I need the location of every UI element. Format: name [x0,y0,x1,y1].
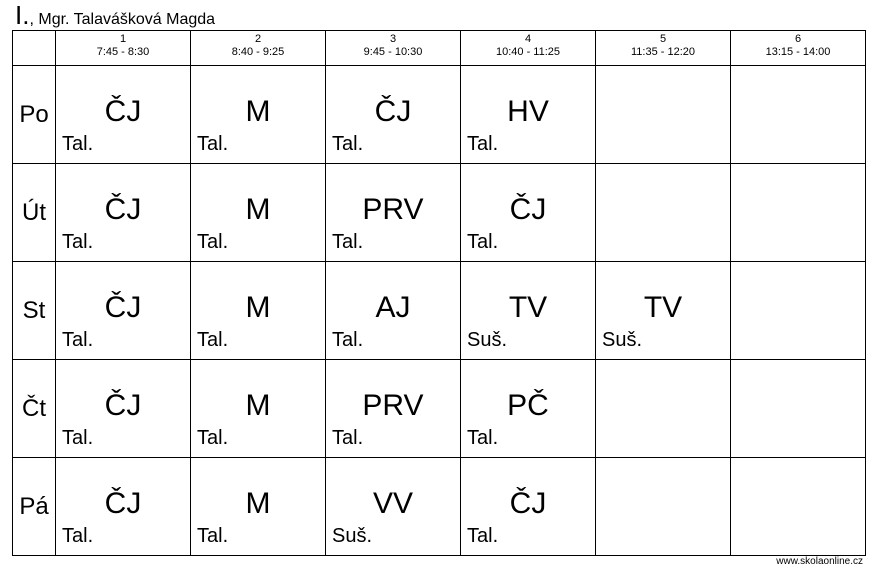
period-time: 10:40 - 11:25 [495,46,560,58]
period-number: 6 [794,33,802,45]
lesson-cell [596,458,731,556]
lesson-subject: ČJ [104,291,142,324]
lesson-cell [731,164,866,262]
day-label: Po [13,66,56,164]
corner-cell [13,31,56,66]
lesson-teacher: Tal. [332,231,364,253]
lesson-subject: PČ [507,389,549,422]
day-label: Čt [13,360,56,458]
lesson-cell [56,458,191,556]
lesson-teacher: Tal. [467,525,499,547]
period-time: 13:15 - 14:00 [765,46,831,58]
period-header-row [13,31,866,66]
lesson-cell [326,360,461,458]
period-header [191,31,326,66]
lesson-teacher: Tal. [62,133,94,155]
lesson-cell [461,458,596,556]
lesson-subject: ČJ [104,95,142,128]
lesson-cell [461,164,596,262]
period-header [596,31,731,66]
lesson-subject: ČJ [374,95,412,128]
period-time: 7:45 - 8:30 [96,46,150,58]
lesson-cell [56,360,191,458]
lesson-cell [731,66,866,164]
day-label: Út [13,164,56,262]
lesson-subject: ČJ [509,193,547,226]
lesson-cell [731,458,866,556]
teacher-name: Mgr. Talavášková Magda [38,11,216,28]
day-row [13,66,866,164]
lesson-cell [596,360,731,458]
lesson-teacher: Tal. [467,133,499,155]
lesson-teacher: Suš. [467,329,508,351]
lesson-cell [56,66,191,164]
period-time: 8:40 - 9:25 [231,46,285,58]
period-number: 4 [524,33,532,45]
day-row [13,360,866,458]
lesson-teacher: Tal. [62,427,94,449]
lesson-cell [326,262,461,360]
lesson-cell [191,360,326,458]
lesson-subject: ČJ [104,389,142,422]
lesson-subject: PRV [362,193,424,226]
day-row [13,262,866,360]
period-header [731,31,866,66]
lesson-subject: AJ [375,291,411,324]
lesson-teacher: Tal. [197,329,229,351]
lesson-cell [326,458,461,556]
lesson-cell [461,360,596,458]
lesson-subject: HV [507,95,549,128]
lesson-teacher: Tal. [332,133,364,155]
period-header [326,31,461,66]
period-number: 2 [254,33,262,45]
footer-site: www.skolaonline.cz [776,556,863,567]
lesson-teacher: Tal. [197,231,229,253]
timetable-header [15,2,215,28]
lesson-cell [191,458,326,556]
lesson-teacher: Tal. [197,525,229,547]
lesson-subject: TV [643,291,683,324]
lesson-teacher: Tal. [467,231,499,253]
lesson-teacher: Tal. [62,329,94,351]
lesson-cell [461,262,596,360]
day-row [13,164,866,262]
lesson-subject: M [245,291,271,324]
lesson-cell [326,66,461,164]
lesson-subject: M [245,389,271,422]
period-header [56,31,191,66]
lesson-cell [56,262,191,360]
header-separator: , [29,11,34,28]
lesson-cell [326,164,461,262]
timetable-grid [12,30,866,556]
lesson-cell [461,66,596,164]
period-number: 1 [119,33,127,45]
period-number: 3 [389,33,397,45]
lesson-cell [596,164,731,262]
lesson-teacher: Tal. [467,427,499,449]
lesson-cell [596,262,731,360]
period-time: 11:35 - 12:20 [630,46,695,58]
day-label: Pá [13,458,56,556]
lesson-cell [731,262,866,360]
lesson-subject: M [245,487,271,520]
timetable-body [13,31,866,556]
lesson-cell [191,262,326,360]
lesson-cell [191,66,326,164]
lesson-subject: M [245,95,271,128]
lesson-subject: ČJ [509,487,547,520]
lesson-teacher: Tal. [332,329,364,351]
lesson-teacher: Tal. [62,525,94,547]
day-label: St [13,262,56,360]
day-row [13,458,866,556]
lesson-subject: ČJ [104,487,142,520]
lesson-teacher: Tal. [62,231,94,253]
lesson-teacher: Suš. [332,525,373,547]
period-time: 9:45 - 10:30 [363,46,423,58]
period-header [461,31,596,66]
lesson-subject: M [245,193,271,226]
lesson-subject: PRV [362,389,424,422]
lesson-teacher: Suš. [602,329,643,351]
lesson-teacher: Tal. [197,133,229,155]
lesson-teacher: Tal. [197,427,229,449]
lesson-cell [731,360,866,458]
lesson-cell [191,164,326,262]
lesson-teacher: Tal. [332,427,364,449]
lesson-subject: VV [372,487,414,520]
class-label: I. [15,0,30,30]
period-number: 5 [659,33,667,45]
lesson-subject: ČJ [104,193,142,226]
lesson-cell [596,66,731,164]
lesson-cell [56,164,191,262]
lesson-subject: TV [508,291,548,324]
